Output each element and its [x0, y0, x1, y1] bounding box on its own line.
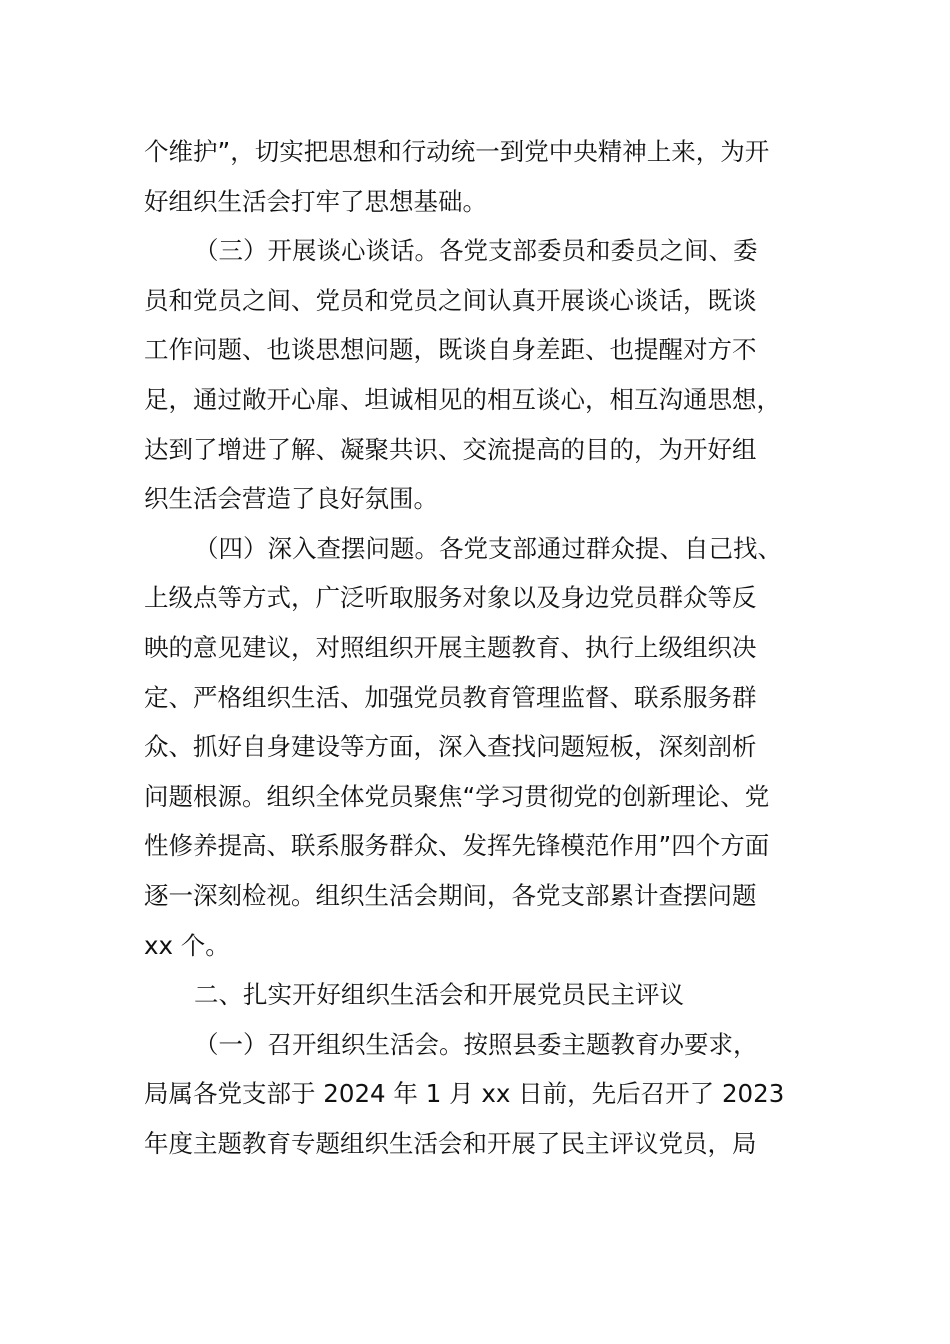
text-line: 好组织生活会打牢了思想基础。	[144, 186, 487, 216]
text-line: 定、严格组织生活、加强党员教育管理监督、联系服务群	[144, 682, 757, 712]
text-line: （四）深入查摆问题。各党支部通过群众提、自己找、	[194, 533, 782, 563]
text-line: 员和党员之间、党员和党员之间认真开展谈心谈话，既谈	[144, 285, 757, 315]
text-line: 性修养提高、联系服务群众、发挥先锋模范作用”四个方面	[144, 831, 770, 861]
text-line: 达到了增进了解、凝聚共识、交流提高的目的，为开好组	[144, 434, 757, 464]
text-line: （三）开展谈心谈话。各党支部委员和委员之间、委	[194, 236, 758, 266]
text-line: xx 个。	[144, 930, 230, 960]
text-line: （一）召开组织生活会。按照县委主题教育办要求，	[194, 1029, 758, 1059]
text-line: 工作问题、也谈思想问题，既谈自身差距、也提醒对方不	[144, 335, 757, 365]
text-line: 二、扎实开好组织生活会和开展党员民主评议	[194, 980, 684, 1010]
text-line: 问题根源。组织全体党员聚焦“学习贯彻党的创新理论、党	[144, 781, 770, 811]
text-line: 年度主题教育专题组织生活会和开展了民主评议党员，局	[144, 1128, 757, 1158]
text-line: 局属各党支部于 2024 年 1 月 xx 日前，先后召开了 2023	[144, 1079, 785, 1109]
text-line: 上级点等方式，广泛听取服务对象以及身边党员群众等反	[144, 583, 757, 613]
text-line: 个维护”，切实把思想和行动统一到党中央精神上来，为开	[144, 137, 770, 166]
text-line: 映的意见建议，对照组织开展主题教育、执行上级组织决	[144, 632, 757, 662]
text-line: 足，通过敞开心扉、坦诚相见的相互谈心，相互沟通思想，	[144, 384, 781, 414]
text-line: 众、抓好自身建设等方面，深入查找问题短板，深刻剖析	[144, 732, 757, 762]
text-line: 逐一深刻检视。组织生活会期间，各党支部累计查摆问题	[144, 880, 757, 910]
document-body	[144, 127, 814, 1168]
text-line: 织生活会营造了良好氛围。	[144, 484, 438, 514]
